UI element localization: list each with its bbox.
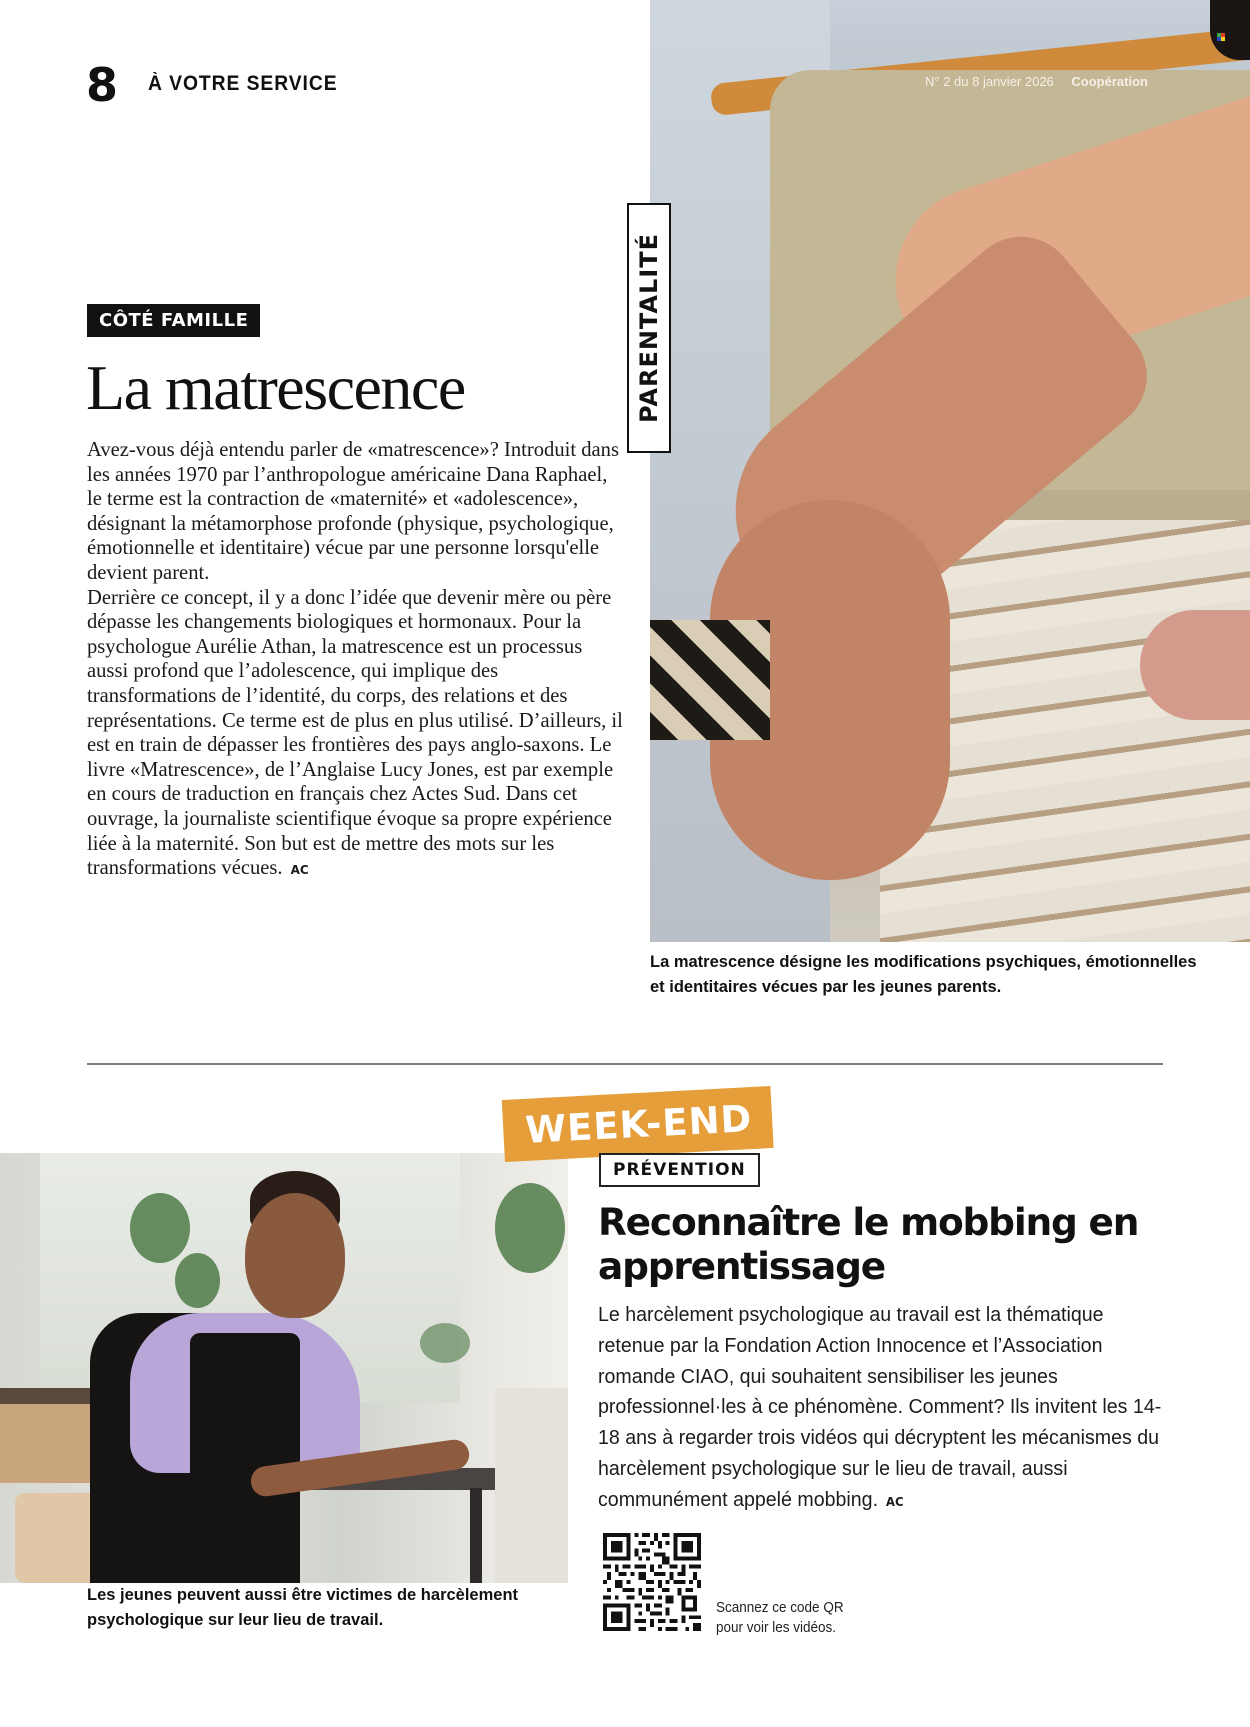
issue-info bbox=[925, 74, 1148, 89]
kicker-cote-famille: CÔTÉ FAMILLE bbox=[87, 304, 260, 337]
young-worker-photo bbox=[0, 1153, 568, 1583]
weekend-badge: WEEK-END bbox=[502, 1086, 774, 1162]
logo-icon bbox=[1217, 33, 1225, 41]
section-divider bbox=[87, 1063, 1163, 1065]
qr-code-icon[interactable] bbox=[603, 1533, 701, 1631]
paragraph-text: Le harcèlement psychologique au travail est la thématique retenue par la Fondation Action Innocence et l’Association romande CIAO, qui souhaitent sensibiliser les jeunes professionnel·les à ce phénomène. Comment? Ils invitent les 14-18 ans à regarder trois vidéos qui décryptent les mécanismes du harcèlement psychologique sur le lieu de travail, aussi communément appelé mobbing. bbox=[598, 1304, 1162, 1511]
publication-name: Coopération bbox=[1071, 74, 1148, 89]
paragraph: Avez-vous déjà entendu parler de «matrescence»? Introduit dans les années 1970 par l’anthropologue américaine Dana Raphael, le terme est la contraction de «maternité» et «adolescence», désignant la métamorphose profonde (physique, psychologique, émotionnelle et identitaire) vécue par une personne lorsqu'elle devient parent. bbox=[87, 439, 619, 584]
rubric-tag-parentalite bbox=[627, 203, 671, 453]
article-body-matrescence bbox=[87, 438, 627, 883]
mother-baby-photo bbox=[650, 0, 1250, 942]
page-number: 8 bbox=[86, 58, 118, 112]
byline: AC bbox=[885, 1494, 904, 1509]
issue-date: N° 2 du 8 janvier 2026 bbox=[925, 74, 1054, 89]
article-title-matrescence: La matrescence bbox=[86, 352, 465, 423]
article-body-mobbing bbox=[598, 1300, 1166, 1518]
article-title-mobbing: Reconnaître le mobbing en apprentissage bbox=[598, 1200, 1139, 1288]
qr-caption-line: Scannez ce code QR bbox=[716, 1599, 844, 1616]
kicker-prevention: PRÉVENTION bbox=[599, 1153, 760, 1187]
qr-caption-line: pour voir les vidéos. bbox=[716, 1619, 837, 1636]
rubric-tag-label: PARENTALITÉ bbox=[635, 233, 663, 423]
qr-caption bbox=[716, 1598, 844, 1638]
paragraph-text: Derrière ce concept, il y a donc l’idée que devenir mère ou père dépasse les changements biologiques et hormonaux. Pour la psychologue Aurélie Athan, la matrescence est un processus aussi profond que l’adolescence, qui implique des transformations de l’identité, du corps, des relations et des représentations. Ce terme est de plus en plus utilisé. D’ailleurs, il est en train de dépasser les frontières des pays anglo-saxons. Le livre «Matrescence», de l’Anglaise Lucy Jones, est par exemple en cours de traduction en français chez Actes Sud. Dans cet ouvrage, la journaliste scientifique évoque sa propre expérience liée à la maternité. Son but est de mettre des mots sur les transformations vécues. bbox=[87, 586, 623, 880]
paragraph bbox=[87, 586, 627, 883]
section-title: À VOTRE SERVICE bbox=[148, 72, 338, 95]
byline: AC bbox=[290, 863, 309, 878]
photo-caption-bottom: Les jeunes peuvent aussi être victimes de harcèlement psychologique sur leur lieu de travail. bbox=[87, 1586, 519, 1629]
photo-caption-top: La matrescence désigne les modifications psychiques, émotionnelles et identitaires vécues par les jeunes parents. bbox=[650, 953, 1197, 996]
